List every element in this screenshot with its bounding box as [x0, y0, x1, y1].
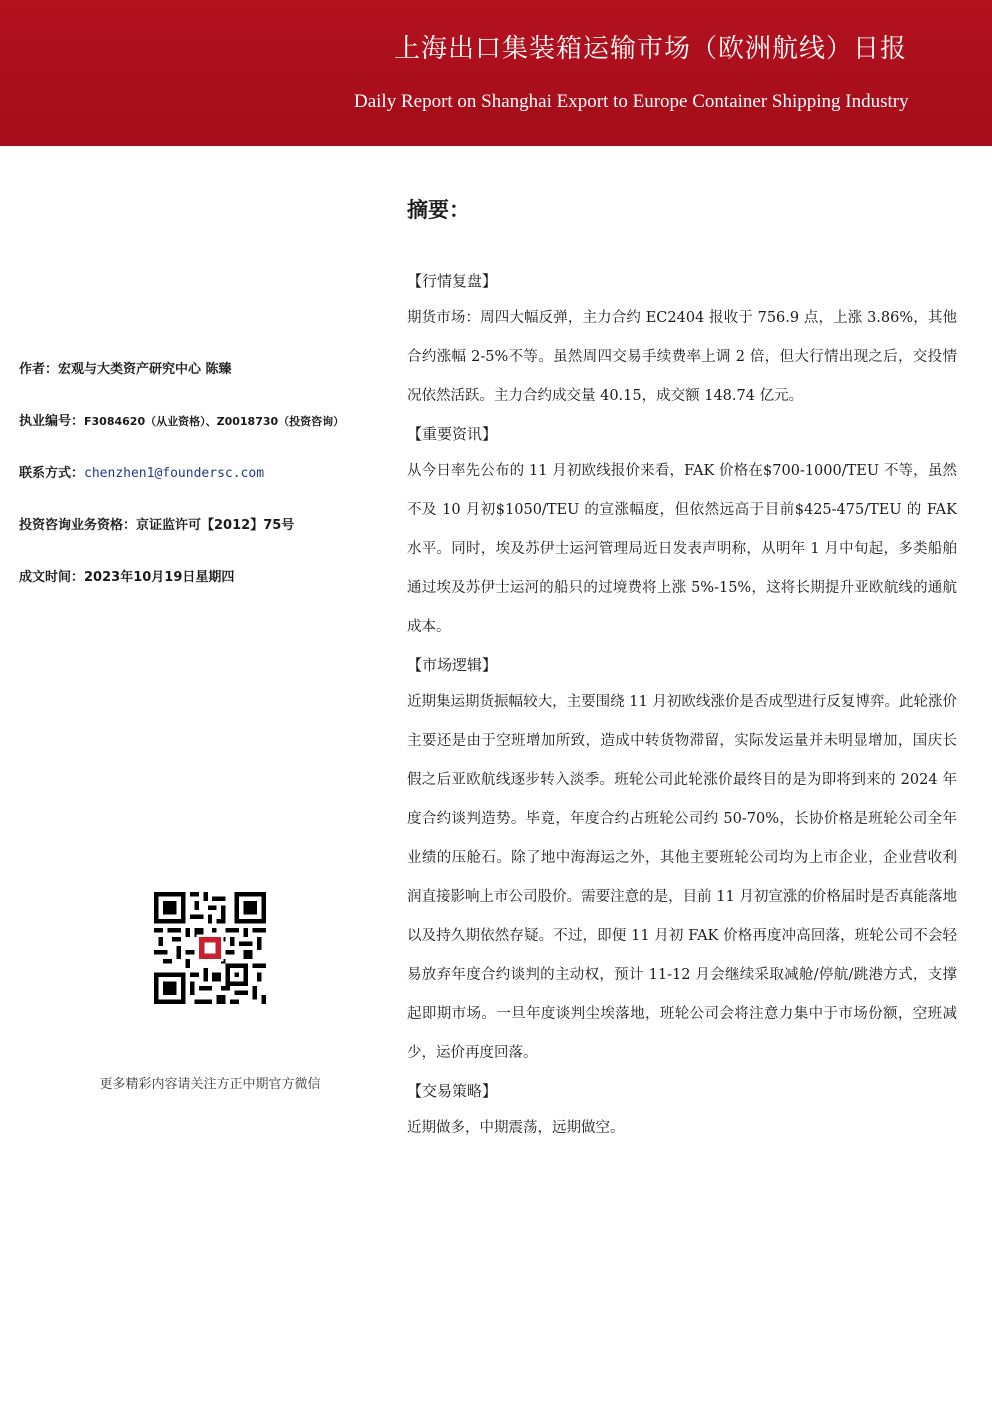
contact-row [19, 462, 379, 514]
contact-label: 联系方式： [19, 466, 85, 481]
section-heading-market-review: 【行情复盘】 [407, 272, 498, 290]
date-value: 2023年10月19日星期四 [84, 570, 235, 585]
qualification-value: 京证监许可【2012】75号 [136, 518, 295, 533]
qualification-label: 投资咨询业务资格： [19, 518, 137, 533]
section-heading-logic: 【市场逻辑】 [407, 656, 498, 674]
license-row [19, 410, 379, 462]
license-value: F3084620（从业资格）、Z0018730（投资咨询） [84, 415, 345, 428]
qr-code-icon [154, 892, 266, 1004]
section-text-logic: 近期集运期货振幅较大，主要围绕 11 月初欧线涨价是否成型进行反复博弈。此轮涨价主要还是由于空班增加所致，造成中转货物滞留，实际发运量并未明显增加，国庆长假之后亚欧航线逐步转入淡季。班轮公司此轮涨价最终目的是为即将到来的 2024 年度合约谈判造势。毕竟，年度合约占班轮公司约 50-70%，长协价格是班轮公司全年业绩的压舱石。除了地中海海运之外，其他主要班轮公司均为上市企业，企业营收利润直接影响上市公司股价。需要注意的是，目前 11 月初宣涨的价格届时是否真能落地以及持久期依然存疑。不过，即便 11 月初 FAK 价格再度冲高回落，班轮公司不会轻易放弃年度合约谈判的主动权，预计 11-12 月会继续采取减舱/停航/跳港方式，支撑起即期市场。一旦年度谈判尘埃落地，班轮公司会将注意力集中于市场份额，空班减少，运价再度回落。 [407, 694, 957, 1061]
section-heading-news: 【重要资讯】 [407, 425, 498, 443]
date-label: 成文时间： [19, 570, 85, 585]
abstract-title: 摘要： [407, 198, 470, 222]
report-title-en: Daily Report on Shanghai Export to Europe Container Shipping Industry [354, 91, 909, 112]
section-text-strategy: 近期做多，中期震荡，远期做空。 [407, 1120, 625, 1136]
report-title-cn: 上海出口集装箱运输市场（欧洲航线）日报 [394, 34, 908, 64]
qualification-row [19, 514, 379, 566]
abstract [407, 193, 957, 1148]
author-info [19, 358, 379, 618]
contact-email-link[interactable]: chenzhen1@foundersc.com [84, 466, 265, 481]
section-heading-strategy: 【交易策略】 [407, 1082, 498, 1100]
section-text-market-review: 期货市场：周四大幅反弹，主力合约 EC2404 报收于 756.9 点，上涨 3.86%，其他合约涨幅 2-5%不等。虽然周四交易手续费率上调 2 倍，但大行情出现之后，交投情况依然活跃。主力合约成交量 40.15，成交额 148.74 亿元。 [407, 310, 957, 404]
date-row [19, 566, 379, 618]
header-banner [0, 0, 992, 146]
author-label: 作者： [19, 362, 59, 377]
section-text-news: 从今日率先公布的 11 月初欧线报价来看，FAK 价格在$700-1000/TEU 不等，虽然不及 10 月初$1050/TEU 的宣涨幅度，但依然远高于目前$425-475/TEU 的 FAK 水平。同时，埃及苏伊士运河管理局近日发表声明称，从明年 1 月中旬起，多类船舶通过埃及苏伊士运河的船只的过境费将上涨 5%-15%，这将长期提升亚欧航线的通航成本。 [407, 463, 957, 635]
author-row [19, 358, 379, 410]
author-value: 宏观与大类资产研究中心 陈臻 [58, 362, 232, 377]
license-label: 执业编号： [19, 414, 85, 429]
qr-caption: 更多精彩内容请关注方正中期官方微信 [99, 1077, 321, 1092]
